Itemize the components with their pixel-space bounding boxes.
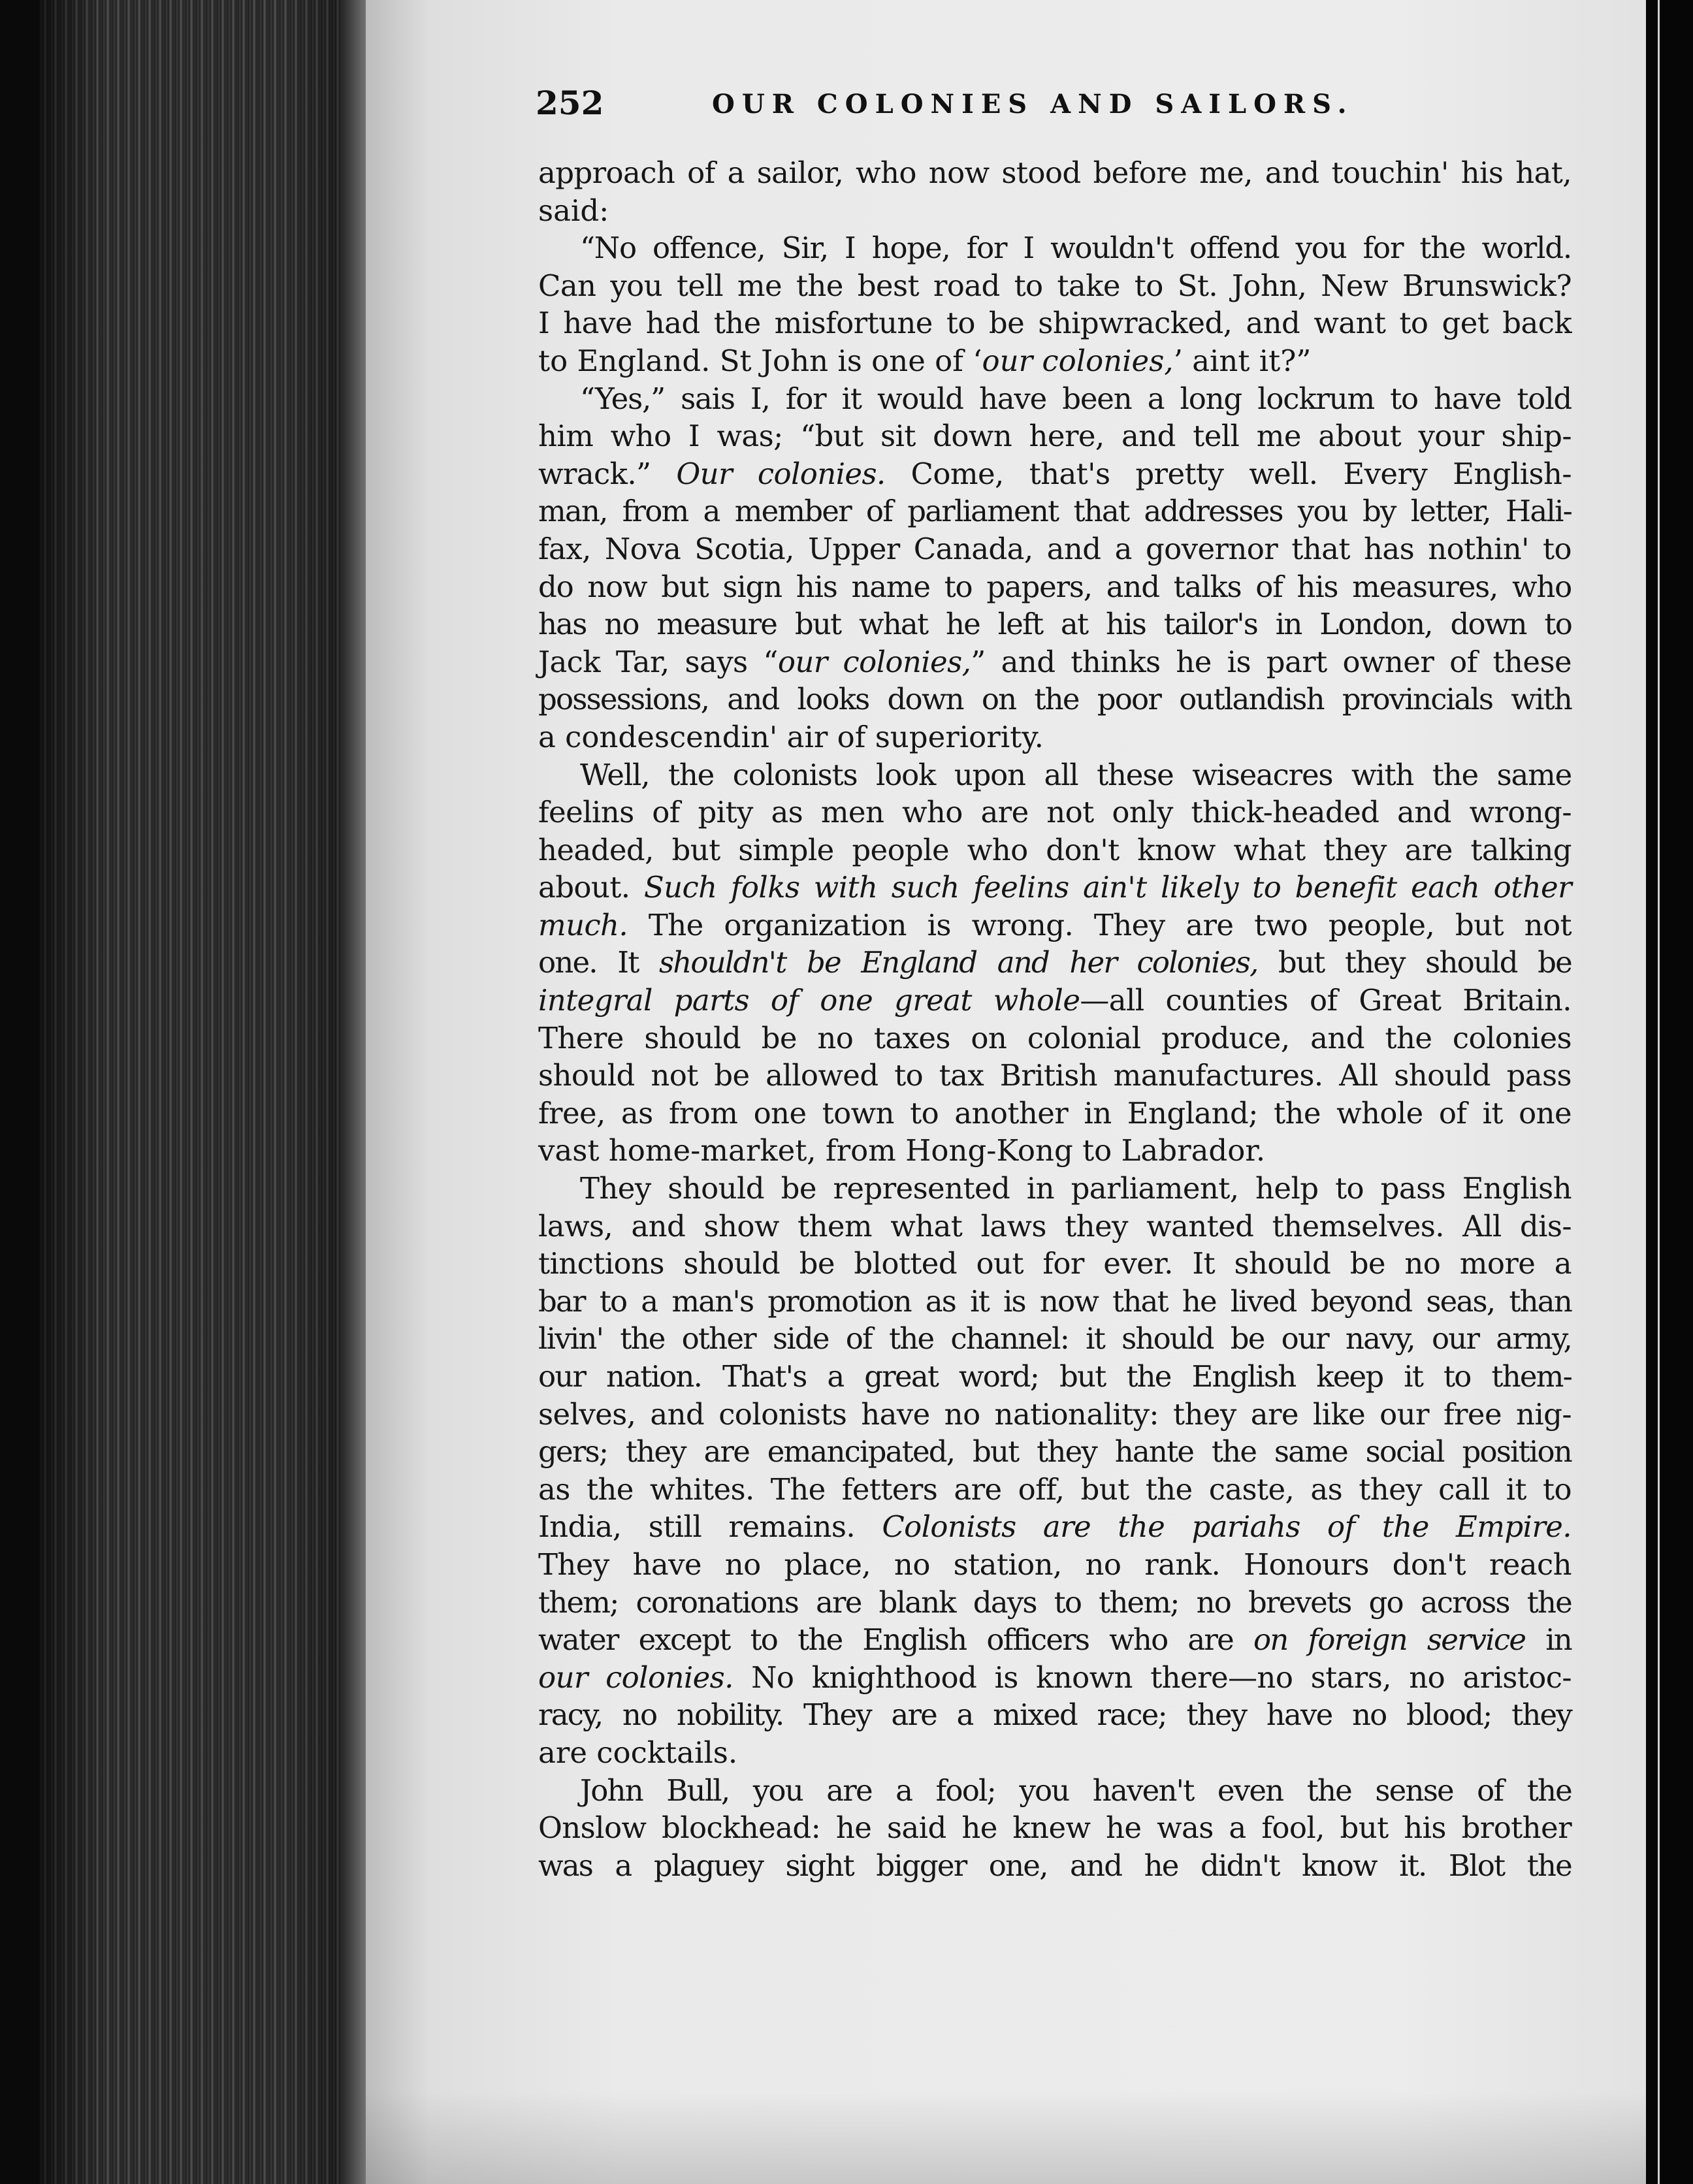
text-run: a condescendin' air of superiority. bbox=[538, 719, 1044, 754]
text-run: “Yes,” sais I, for it would have been a long lockrum to have told bbox=[580, 381, 1572, 416]
italic-run: shouldn't be England and her colonies, bbox=[658, 945, 1258, 980]
italic-run: integral parts of one great whole bbox=[538, 983, 1080, 1018]
text-line bbox=[538, 756, 1572, 794]
page-bottom-shadow bbox=[366, 2090, 1646, 2184]
text-run: as the whites. The fetters are off, but the caste, as they call it to bbox=[538, 1471, 1572, 1507]
text-line bbox=[538, 492, 1572, 530]
text-line bbox=[538, 1320, 1572, 1358]
text-line bbox=[538, 1734, 1572, 1772]
text-line bbox=[538, 1020, 1572, 1057]
text-line bbox=[538, 907, 1572, 944]
text-line bbox=[538, 154, 1572, 192]
text-run: man, from a member of parliament that addresses you by letter, Hali- bbox=[538, 494, 1572, 529]
text-run: laws, and show them what laws they wanted themselves. All dis- bbox=[538, 1208, 1572, 1244]
page-header bbox=[536, 84, 1581, 129]
text-run: No knighthood is known there—no stars, no aristoc- bbox=[733, 1660, 1572, 1695]
italic-run: Colonists are the pariahs of the Empire. bbox=[882, 1509, 1572, 1545]
italic-run: our colonies, bbox=[982, 343, 1174, 378]
text-run: our nation. That's a great word; but the English keep it to them- bbox=[538, 1359, 1572, 1394]
italic-run: on foreign service bbox=[1253, 1622, 1526, 1658]
italic-run: our colonies. bbox=[538, 1660, 734, 1695]
text-line bbox=[538, 530, 1572, 568]
text-run: “No offence, Sir, I hope, for I wouldn't offend you for the world. bbox=[580, 231, 1572, 266]
text-run: fax, Nova Scotia, Upper Canada, and a governor that has nothin' to bbox=[538, 531, 1572, 566]
text-line bbox=[538, 1057, 1572, 1095]
facing-page-edge bbox=[1646, 0, 1693, 2184]
text-run: Well, the colonists look upon all these wiseacres with the same bbox=[580, 757, 1572, 792]
text-run: ” and thinks he is part owner of these bbox=[971, 644, 1572, 679]
text-line bbox=[538, 267, 1572, 305]
text-run: Jack Tar, says “ bbox=[538, 644, 778, 679]
text-run: tinctions should be blotted out for ever. It should be no more a bbox=[538, 1246, 1572, 1281]
page-edge-shading bbox=[39, 0, 366, 2184]
text-line bbox=[538, 342, 1572, 380]
text-line bbox=[538, 304, 1572, 342]
text-run: bar to a man's promotion as it is now that he lived beyond seas, than bbox=[538, 1283, 1572, 1319]
text-run: to England. St John is one of ‘ bbox=[538, 343, 982, 378]
italic-run: Our colonies. bbox=[676, 456, 886, 491]
text-line bbox=[538, 568, 1572, 606]
text-line bbox=[538, 192, 1572, 230]
text-line bbox=[538, 643, 1572, 681]
text-run: wrack.” bbox=[538, 456, 677, 491]
text-line bbox=[538, 1433, 1572, 1471]
text-line bbox=[538, 1095, 1572, 1132]
text-run: do now but sign his name to papers, and talks of his measures, who bbox=[538, 569, 1572, 604]
text-run: vast home-market, from Hong-Kong to Labrador. bbox=[538, 1133, 1266, 1168]
text-line bbox=[538, 229, 1572, 267]
text-line bbox=[538, 1659, 1572, 1697]
text-line bbox=[538, 718, 1572, 756]
text-run: They should be represented in parliament, help to pass English bbox=[580, 1171, 1572, 1206]
text-line bbox=[538, 1584, 1572, 1622]
text-run: about. bbox=[538, 870, 644, 905]
text-run: has no measure but what he left at his tailor's in London, down to bbox=[538, 607, 1572, 642]
text-run: racy, no nobility. They are a mixed race; they have no blood; they bbox=[538, 1697, 1572, 1733]
text-run: feelins of pity as men who are not only thick-headed and wrong- bbox=[538, 795, 1572, 830]
text-run: Can you tell me the best road to take to St. John, New Brunswick? bbox=[538, 268, 1572, 303]
text-line bbox=[538, 831, 1572, 869]
text-run: I have had the misfortune to be shipwracked, and want to get back bbox=[538, 306, 1572, 341]
text-line bbox=[538, 681, 1572, 718]
text-run: are cocktails. bbox=[538, 1735, 738, 1770]
text-run: in bbox=[1525, 1622, 1572, 1658]
running-head: OUR COLONIES AND SAILORS. bbox=[712, 89, 1354, 120]
text-line bbox=[538, 1621, 1572, 1659]
text-run: The organization is wrong. They are two people, but not bbox=[628, 907, 1572, 942]
text-line bbox=[538, 1508, 1572, 1546]
text-line bbox=[538, 1809, 1572, 1847]
text-run: Onslow blockhead: he said he knew he was a fool, but his brother bbox=[538, 1810, 1572, 1846]
page-number: 252 bbox=[536, 84, 604, 122]
text-line bbox=[538, 380, 1572, 418]
text-line bbox=[538, 1208, 1572, 1245]
text-run: Come, that's pretty well. Every English- bbox=[885, 456, 1572, 491]
text-run: free, as from one town to another in England; the whole of it one bbox=[538, 1095, 1572, 1131]
text-line bbox=[538, 1772, 1572, 1810]
text-line bbox=[538, 1696, 1572, 1734]
text-run: one. It bbox=[538, 945, 659, 980]
text-run: was a plaguey sight bigger one, and he didn't know it. Blot the bbox=[538, 1848, 1572, 1883]
text-line bbox=[538, 794, 1572, 831]
text-run: India, still remains. bbox=[538, 1509, 882, 1545]
text-run: but they should be bbox=[1257, 945, 1572, 980]
text-run: possessions, and looks down on the poor outlandish provincials with bbox=[538, 682, 1572, 717]
text-line bbox=[538, 869, 1572, 907]
text-run: should not be allowed to tax British manufactures. All should pass bbox=[538, 1058, 1572, 1093]
text-run: them; coronations are blank days to them; no brevets go across the bbox=[538, 1584, 1572, 1620]
text-line bbox=[538, 1847, 1572, 1885]
italic-run: our colonies, bbox=[777, 644, 971, 679]
text-run: approach of a sailor, who now stood before me, and touchin' his hat, bbox=[538, 155, 1572, 190]
text-run: headed, but simple people who don't know what they are talking bbox=[538, 832, 1572, 867]
text-line bbox=[538, 1170, 1572, 1208]
text-line bbox=[538, 455, 1572, 493]
text-line bbox=[538, 417, 1572, 455]
text-run: selves, and colonists have no nationality: they are like our free nig- bbox=[538, 1396, 1572, 1432]
text-line bbox=[538, 1358, 1572, 1396]
text-line bbox=[538, 944, 1572, 982]
text-run: gers; they are emancipated, but they hante the same social position bbox=[538, 1434, 1572, 1469]
text-line bbox=[538, 1546, 1572, 1584]
text-run: said: bbox=[538, 193, 609, 228]
text-run: livin' the other side of the channel: it should be our navy, our army, bbox=[538, 1321, 1572, 1357]
text-run: ’ aint it?” bbox=[1173, 343, 1312, 378]
body-text bbox=[538, 154, 1572, 1884]
text-line bbox=[538, 1132, 1572, 1170]
text-line bbox=[538, 1245, 1572, 1283]
text-line bbox=[538, 1396, 1572, 1434]
text-line bbox=[538, 982, 1572, 1020]
text-run: water except to the English officers who are bbox=[538, 1622, 1253, 1658]
text-line bbox=[538, 1283, 1572, 1321]
facing-page-sliver bbox=[1658, 0, 1660, 2184]
text-line bbox=[538, 1471, 1572, 1509]
italic-run: Such folks with such feelins ain't likely to benefit each other bbox=[643, 870, 1572, 905]
italic-run: much. bbox=[538, 907, 628, 942]
text-run: There should be no taxes on colonial produce, and the colonies bbox=[538, 1020, 1572, 1055]
text-run: —all counties of Great Britain. bbox=[1080, 983, 1572, 1018]
text-run: They have no place, no station, no rank. Honours don't reach bbox=[538, 1547, 1572, 1582]
text-line bbox=[538, 605, 1572, 643]
text-run: John Bull, you are a fool; you haven't even the sense of the bbox=[580, 1773, 1572, 1808]
text-run: him who I was; “but sit down here, and tell me about your ship- bbox=[538, 419, 1572, 454]
